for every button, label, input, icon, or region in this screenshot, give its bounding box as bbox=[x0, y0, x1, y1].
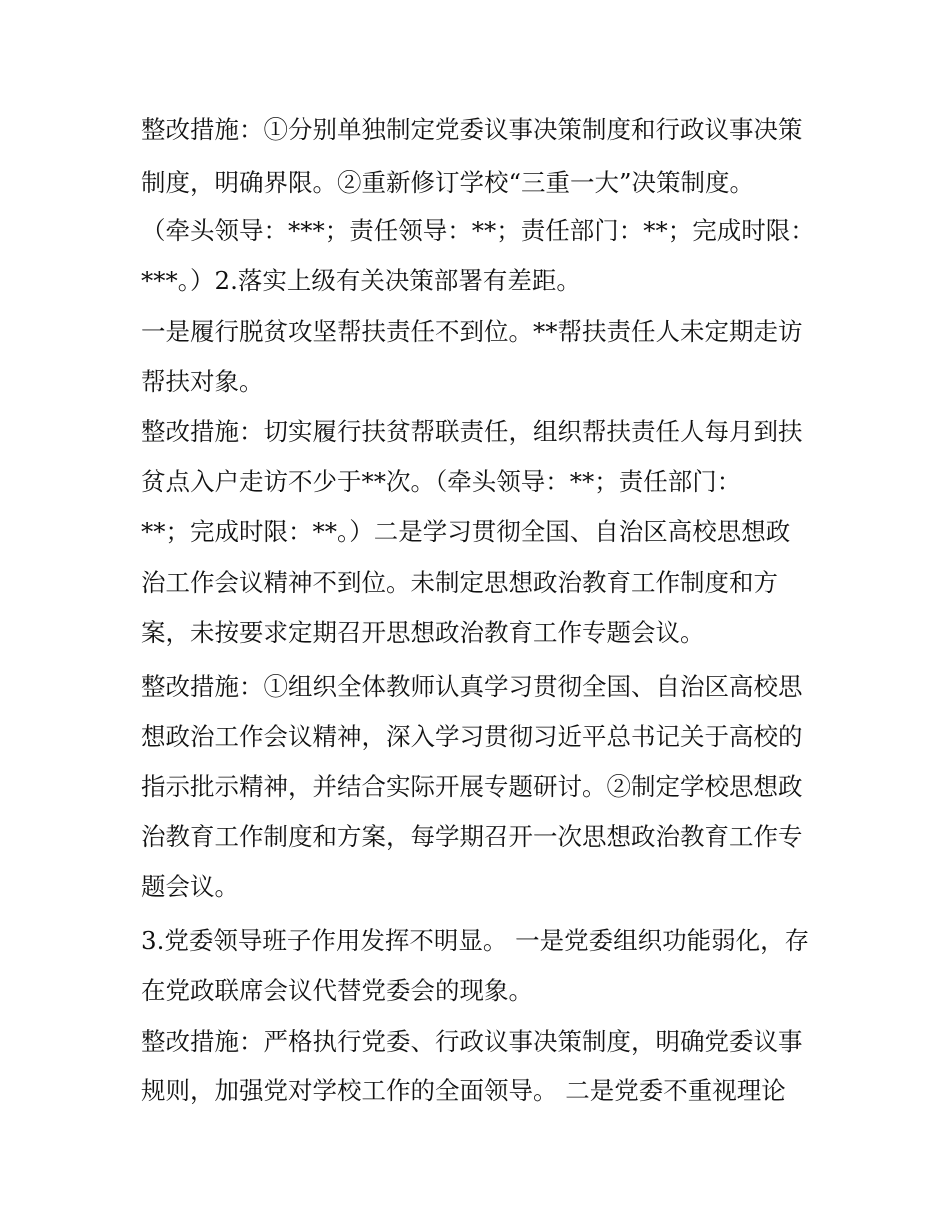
text-line: 帮扶对象。 bbox=[141, 367, 264, 396]
text-line: 3.党委领导班子作用发挥不明显。 一是党委组织功能弱化，存 bbox=[141, 926, 810, 955]
text-line: 一是履行脱贫攻坚帮扶责任不到位。**帮扶责任人未定期走访 bbox=[141, 317, 803, 346]
text-line: 治教育工作制度和方案，每学期召开一次思想政治教育工作专 bbox=[141, 822, 803, 851]
text-line: 整改措施：切实履行扶贫帮联责任，组织帮扶责任人每月到扶 bbox=[141, 417, 803, 446]
text-line: 制度，明确界限。②重新修订学校“三重一大”决策制度。 bbox=[141, 168, 755, 197]
text-line: **；完成时限：**。）二是学习贯彻全国、自治区高校思想政 bbox=[141, 517, 791, 546]
text-line: 案，未按要求定期召开思想政治教育工作专题会议。 bbox=[141, 618, 705, 647]
text-line: 想政治工作会议精神，深入学习贯彻习近平总书记关于高校的 bbox=[141, 722, 803, 751]
text-line: ***。）2.落实上级有关决策部署有差距。 bbox=[141, 266, 581, 295]
text-line: 治工作会议精神不到位。未制定思想政治教育工作制度和方 bbox=[141, 568, 778, 597]
text-line: 贫点入户走访不少于**次。（牵头领导：**；责任部门： bbox=[141, 467, 742, 496]
text-line: 整改措施：①组织全体教师认真学习贯彻全国、自治区高校思 bbox=[141, 672, 803, 701]
text-line: 规则，加强党对学校工作的全面领导。 二是党委不重视理论 bbox=[141, 1076, 786, 1105]
text-line: 题会议。 bbox=[141, 872, 239, 901]
text-line: 指示批示精神，并结合实际开展专题研讨。②制定学校思想政 bbox=[141, 772, 803, 801]
text-line: 整改措施：严格执行党委、行政议事决策制度，明确党委议事 bbox=[141, 1027, 803, 1056]
text-line: 整改措施：①分别单独制定党委议事决策制度和行政议事决策 bbox=[141, 115, 803, 144]
text-line: 在党政联席会议代替党委会的现象。 bbox=[141, 976, 533, 1005]
text-line: （牵头领导：***；责任领导：**；责任部门：**；完成时限： bbox=[141, 216, 815, 245]
